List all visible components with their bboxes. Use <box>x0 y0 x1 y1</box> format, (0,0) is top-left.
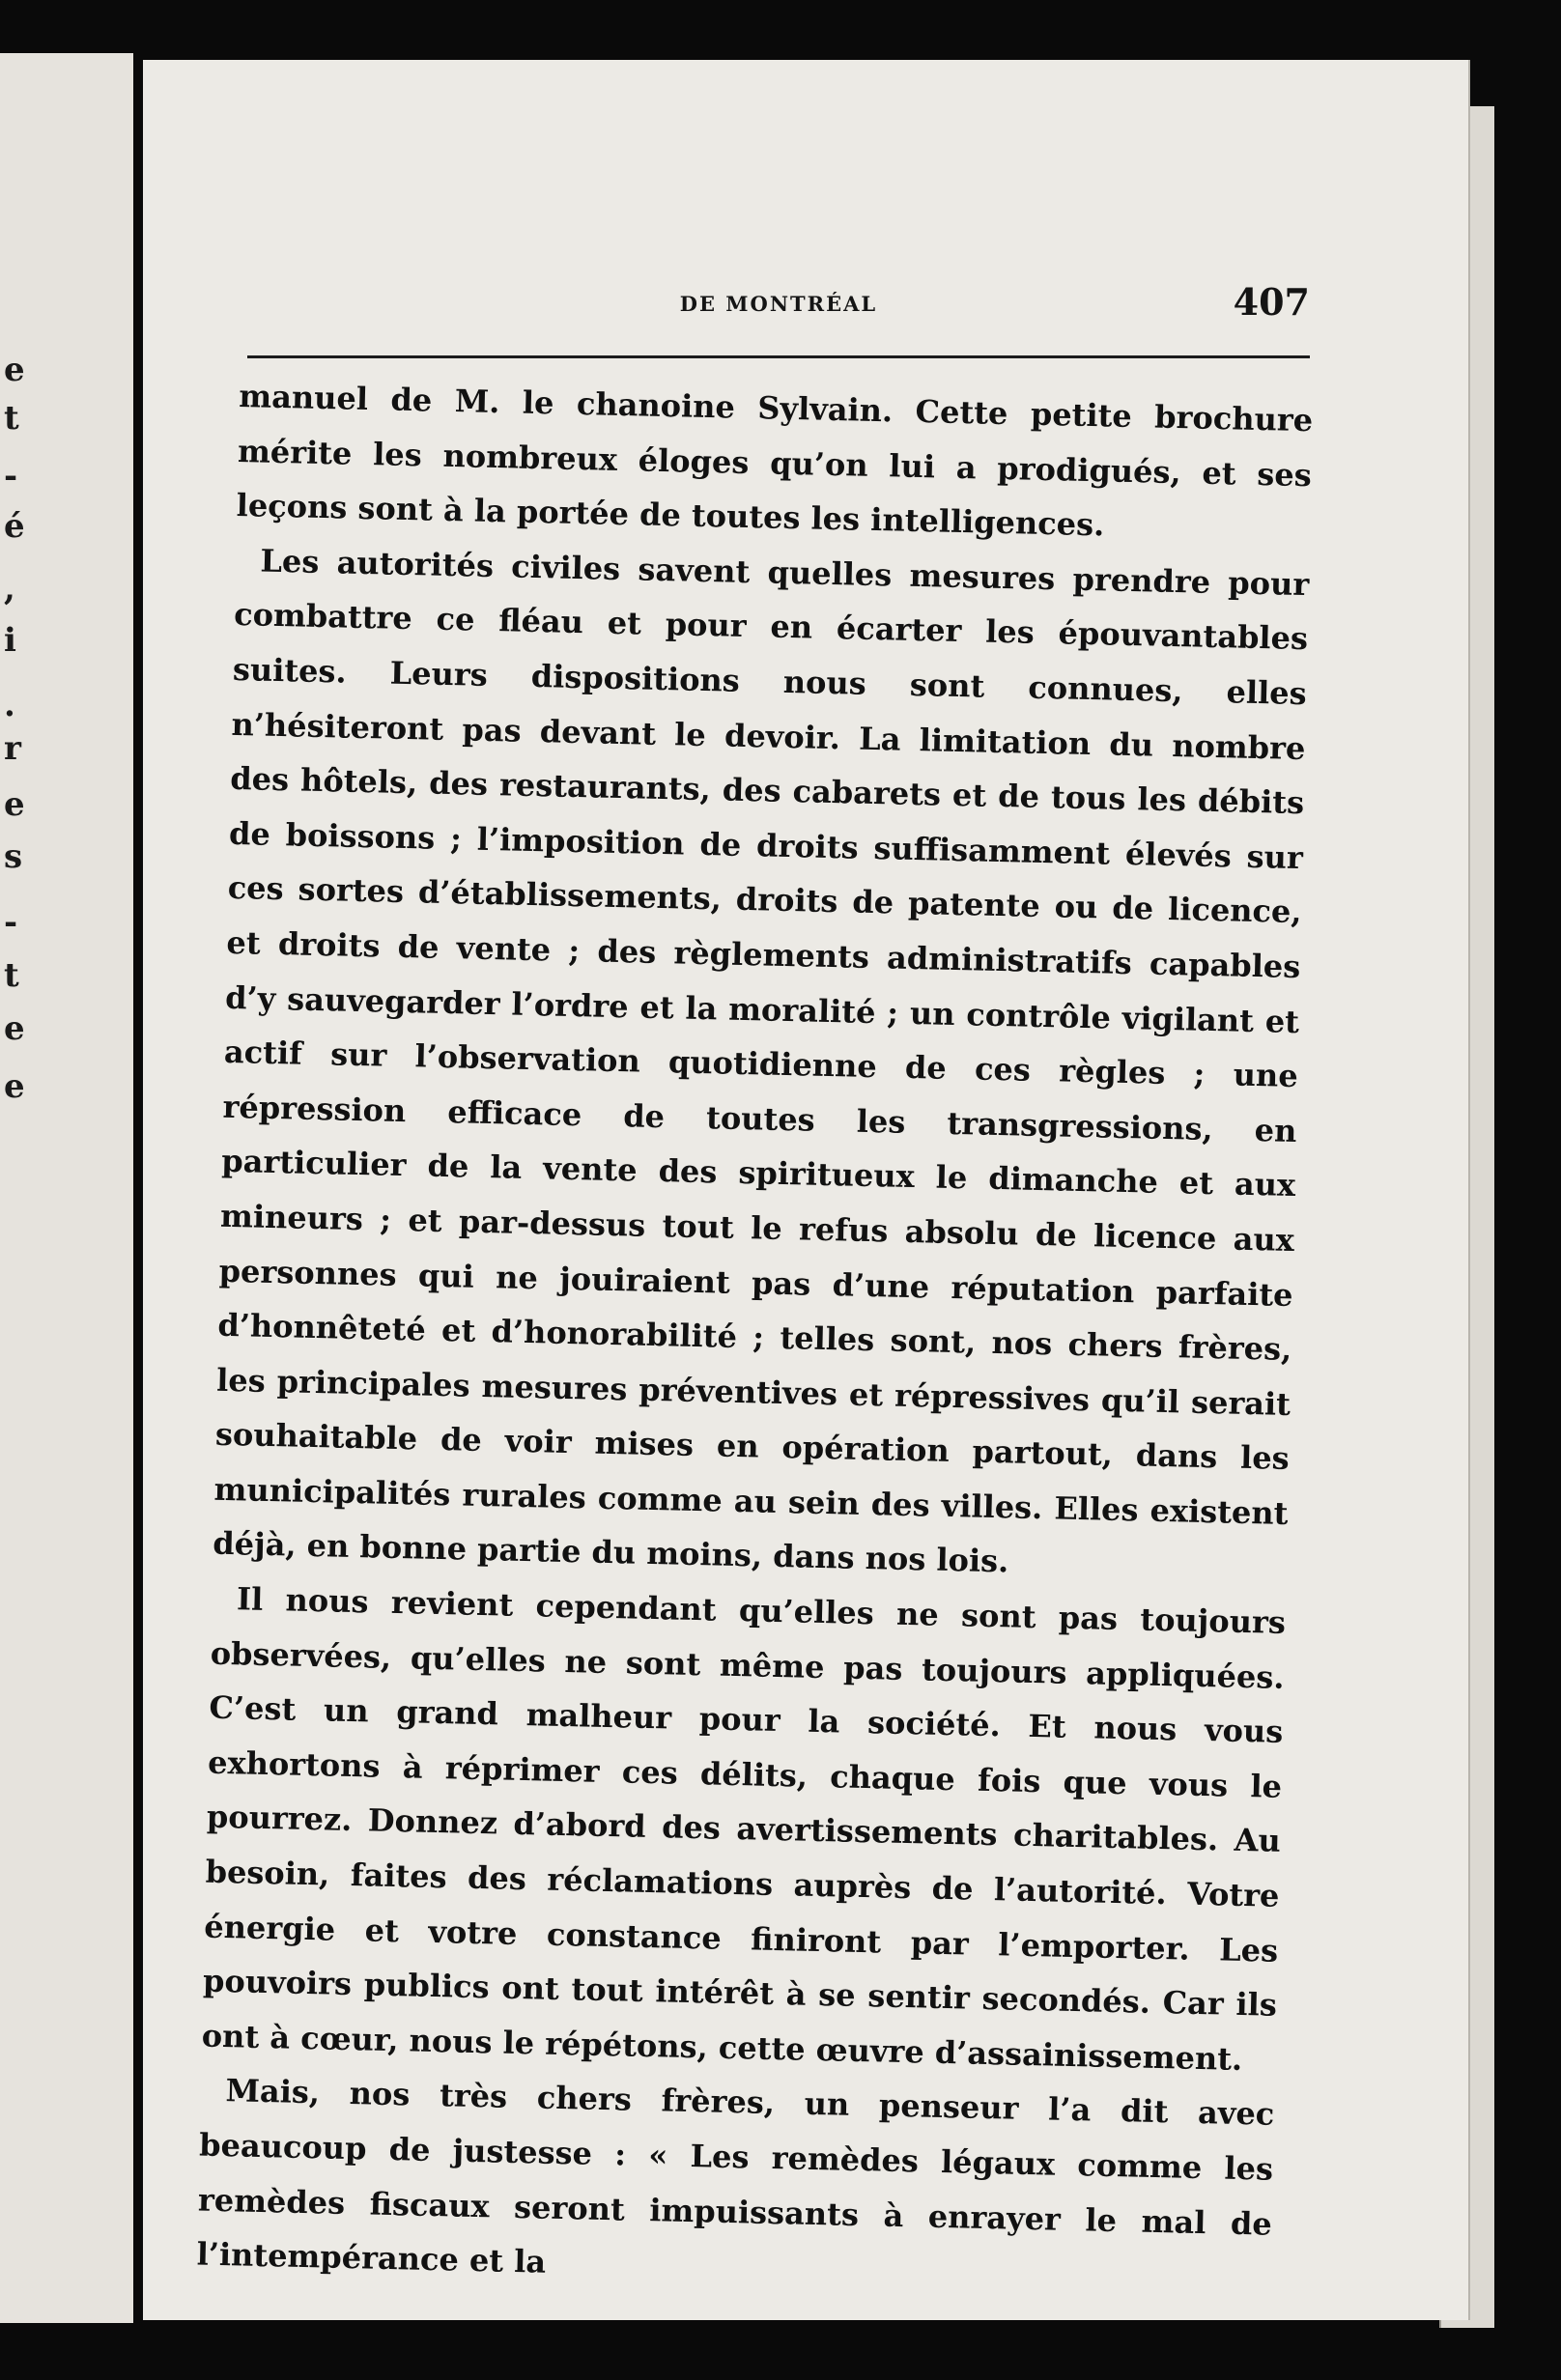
left-page-fragment: - <box>4 903 18 942</box>
left-page-fragment: e <box>4 785 25 824</box>
book-page <box>143 60 1468 2320</box>
body-text <box>196 369 1314 2306</box>
left-page-fragment: e <box>4 351 25 389</box>
left-page-fragment: i <box>4 621 16 660</box>
paragraph: Les autorités civiles savent quelles mesures prendre pour combattre ce fléau et pour en écarter les épouvantables suites. Leurs dispositions nous sont connues, elles n’hésiteront pas devant le devoir. La limitation du nombre des hôtels, des restaurants, des cabarets et de tous les débits de boissons ; l’imposition de droits suffisamment élevés sur ces sortes d’établissements, droits de patente ou de licence, et droits de vente ; des règlements administratifs capables d’y sauvegarder l’ordre et la moralité ; un contrôle vigilant et actif sur l’observation quotidienne de ces règles ; une répression efficace de toutes les transgressions, en particulier de la vente des spiritueux le dimanche et aux mineurs ; et par-dessus tout le refus absolu de licence aux personnes qui ne jouiraient pas d’une réputation parfaite d’honnêteté et d’honorabilité ; telles sont, nos chers frères, les principales mesures préventives et répressives qu’il serait souhaitable de voir mises en opération partout, dans les municipalités rurales comme au sein des villes. Elles existent déjà, en bonne partie du moins, dans nos lois. <box>212 542 1310 1580</box>
header-rule <box>247 355 1310 358</box>
left-page-fragment: t <box>4 956 19 995</box>
left-page-fragment: e <box>4 1009 25 1048</box>
left-page-fragment: . <box>4 686 15 724</box>
paragraph: Mais, nos très chers frères, un penseur l’a dit avec beaucoup de justesse : « Les remèdes légaux comme les remèdes fiscaux seront impuissants à enrayer le mal de l’intempérance et la <box>196 2072 1275 2281</box>
left-page-fragment: e <box>4 1067 25 1106</box>
running-head: DE MONTRÉAL <box>679 292 878 316</box>
left-page-fragment: t <box>4 399 19 438</box>
page-header <box>247 280 1310 338</box>
left-page-fragment: - <box>4 457 18 496</box>
left-page-fragment: r <box>4 729 21 768</box>
left-page-edge <box>0 53 133 2323</box>
paragraph: Il nous revient cependant qu’elles ne sont pas toujours observées, qu’elles ne sont même pas toujours appliquées. C’est un grand malheur pour la société. Et nous vous exhortons à réprimer ces délits, chaque fois que vous le pourrez. Donnez d’abord des avertissements charitables. Au besoin, faites des réclamations auprès de l’autorité. Votre énergie et votre constance finiront par l’emporter. Les pouvoirs publics ont tout intérêt à se sentir secondés. Car ils ont à cœur, nous le répétons, cette œuvre d’assainissement. <box>201 1580 1287 2078</box>
left-page-fragment: , <box>4 570 15 609</box>
page-number: 407 <box>1233 280 1310 324</box>
left-page-fragment: s <box>4 837 23 876</box>
paragraph: manuel de M. le chanoine Sylvain. Cette petite brochure mérite les nombreux éloges qu’on lui a prodigués, et ses leçons sont à la portée de toutes les intelligences. <box>236 377 1314 544</box>
left-page-fragment: é <box>4 507 25 546</box>
